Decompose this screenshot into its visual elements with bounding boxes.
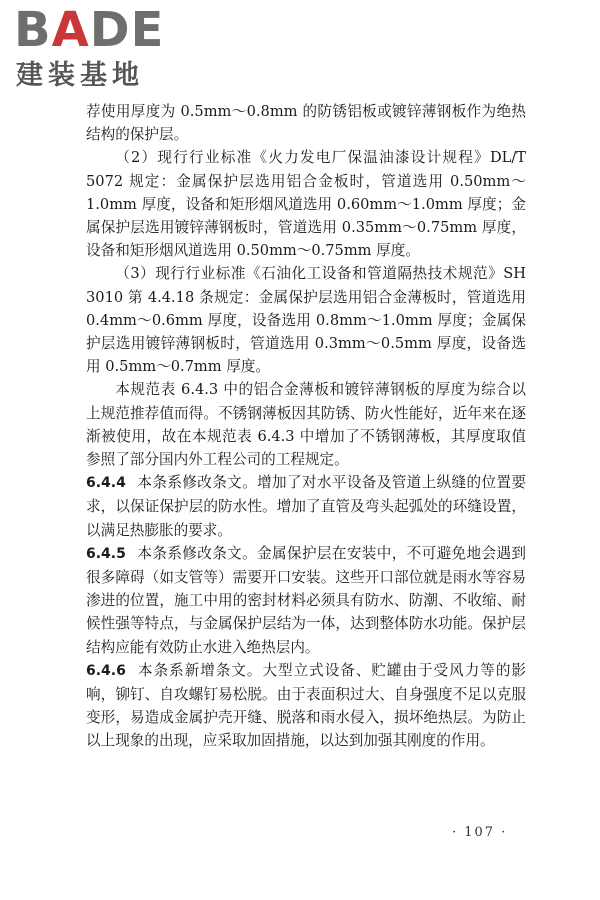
logo-letter-a: A xyxy=(51,2,90,58)
paragraph xyxy=(86,262,526,378)
paragraph-text: 荐使用厚度为 0.5mm～0.8mm 的防锈铝板或镀锌薄钢板作为绝热结构的保护层。 xyxy=(86,103,526,144)
logo-letter-b: B xyxy=(14,2,52,58)
clause-number: 6.4.4 xyxy=(86,475,126,492)
logo-subtitle: 建装基地 xyxy=(16,60,144,91)
bade-logo xyxy=(14,4,184,94)
clause-6-4-5 xyxy=(86,542,526,659)
page-number: · 107 · xyxy=(452,825,508,840)
paragraph-text: （3）现行行业标准《石油化工设备和管道隔热技术规范》SH 3010 第 4.4.18 条规定：金属保护层选用铝合金薄板时，管道选用 0.4mm～0.6mm 厚度，设备选用 0.8mm～1.0mm 厚度；金属保护层选用镀锌薄钢板时，管道选用 0.3mm～0.5mm 厚度，设备选用 0.5mm～0.7mm 厚度。 xyxy=(86,265,526,376)
clause-number: 6.4.5 xyxy=(86,545,126,562)
paragraph xyxy=(86,100,526,146)
paragraph-text: （2）现行行业标准《火力发电厂保温油漆设计规程》DL/T 5072 规定：金属保护层选用铝合金板时，管道选用 0.50mm～1.0mm 厚度，设备和矩形烟风道选用 0.60mm～1.0mm 厚度；金属保护层选用镀锌薄钢板时，管道选用 0.35mm～0.75mm 厚度，设备和矩形烟风道选用 0.50mm～0.75mm 厚度。 xyxy=(86,149,526,260)
paragraph-text: 本条系修改条文。金属保护层在安装中，不可避免地会遇到很多障碍（如支管等）需要开口安装。这些开口部位就是雨水等容易渗进的位置，施工中用的密封材料必须具有防水、防潮、不收缩、耐候性强等特点，与金属保护层结为一体，达到整体防水功能。保护层结构应能有效防止水进入绝热层内。 xyxy=(86,544,526,656)
clause-number: 6.4.6 xyxy=(86,662,126,679)
paragraph-text: 本规范表 6.4.3 中的铝合金薄板和镀锌薄钢板的厚度为综合以上规范推荐值而得。不锈钢薄板因其防锈、防火性能好，近年来在逐渐被使用，故在本规范表 6.4.3 中增加了不锈钢薄板，其厚度取值参照了部分国内外工程公司的工程规定。 xyxy=(86,381,526,469)
paragraph-text: 本条系新增条文。大型立式设备、贮罐由于受风力等的影响，铆钉、自攻螺钉易松脱。由于表面积过大、自身强度不足以克服变形，易造成金属护壳开缝、脱落和雨水侵入，损坏绝热层。为防止以上现象的出现，应采取加固措施，以达到加强其刚度的作用。 xyxy=(86,661,526,750)
clause-6-4-6 xyxy=(86,659,526,753)
clause-6-4-4 xyxy=(86,471,526,542)
document-body xyxy=(86,100,526,753)
paragraph-text: 本条系修改条文。增加了对水平设备及管道上纵缝的位置要求，以保证保护层的防水性。增加了直管及弯头起弧处的环缝设置，以满足热膨胀的要求。 xyxy=(86,474,526,539)
logo-wordmark xyxy=(14,4,164,56)
paragraph xyxy=(86,378,526,471)
logo-letters-de: DE xyxy=(89,2,165,58)
paragraph xyxy=(86,146,526,262)
